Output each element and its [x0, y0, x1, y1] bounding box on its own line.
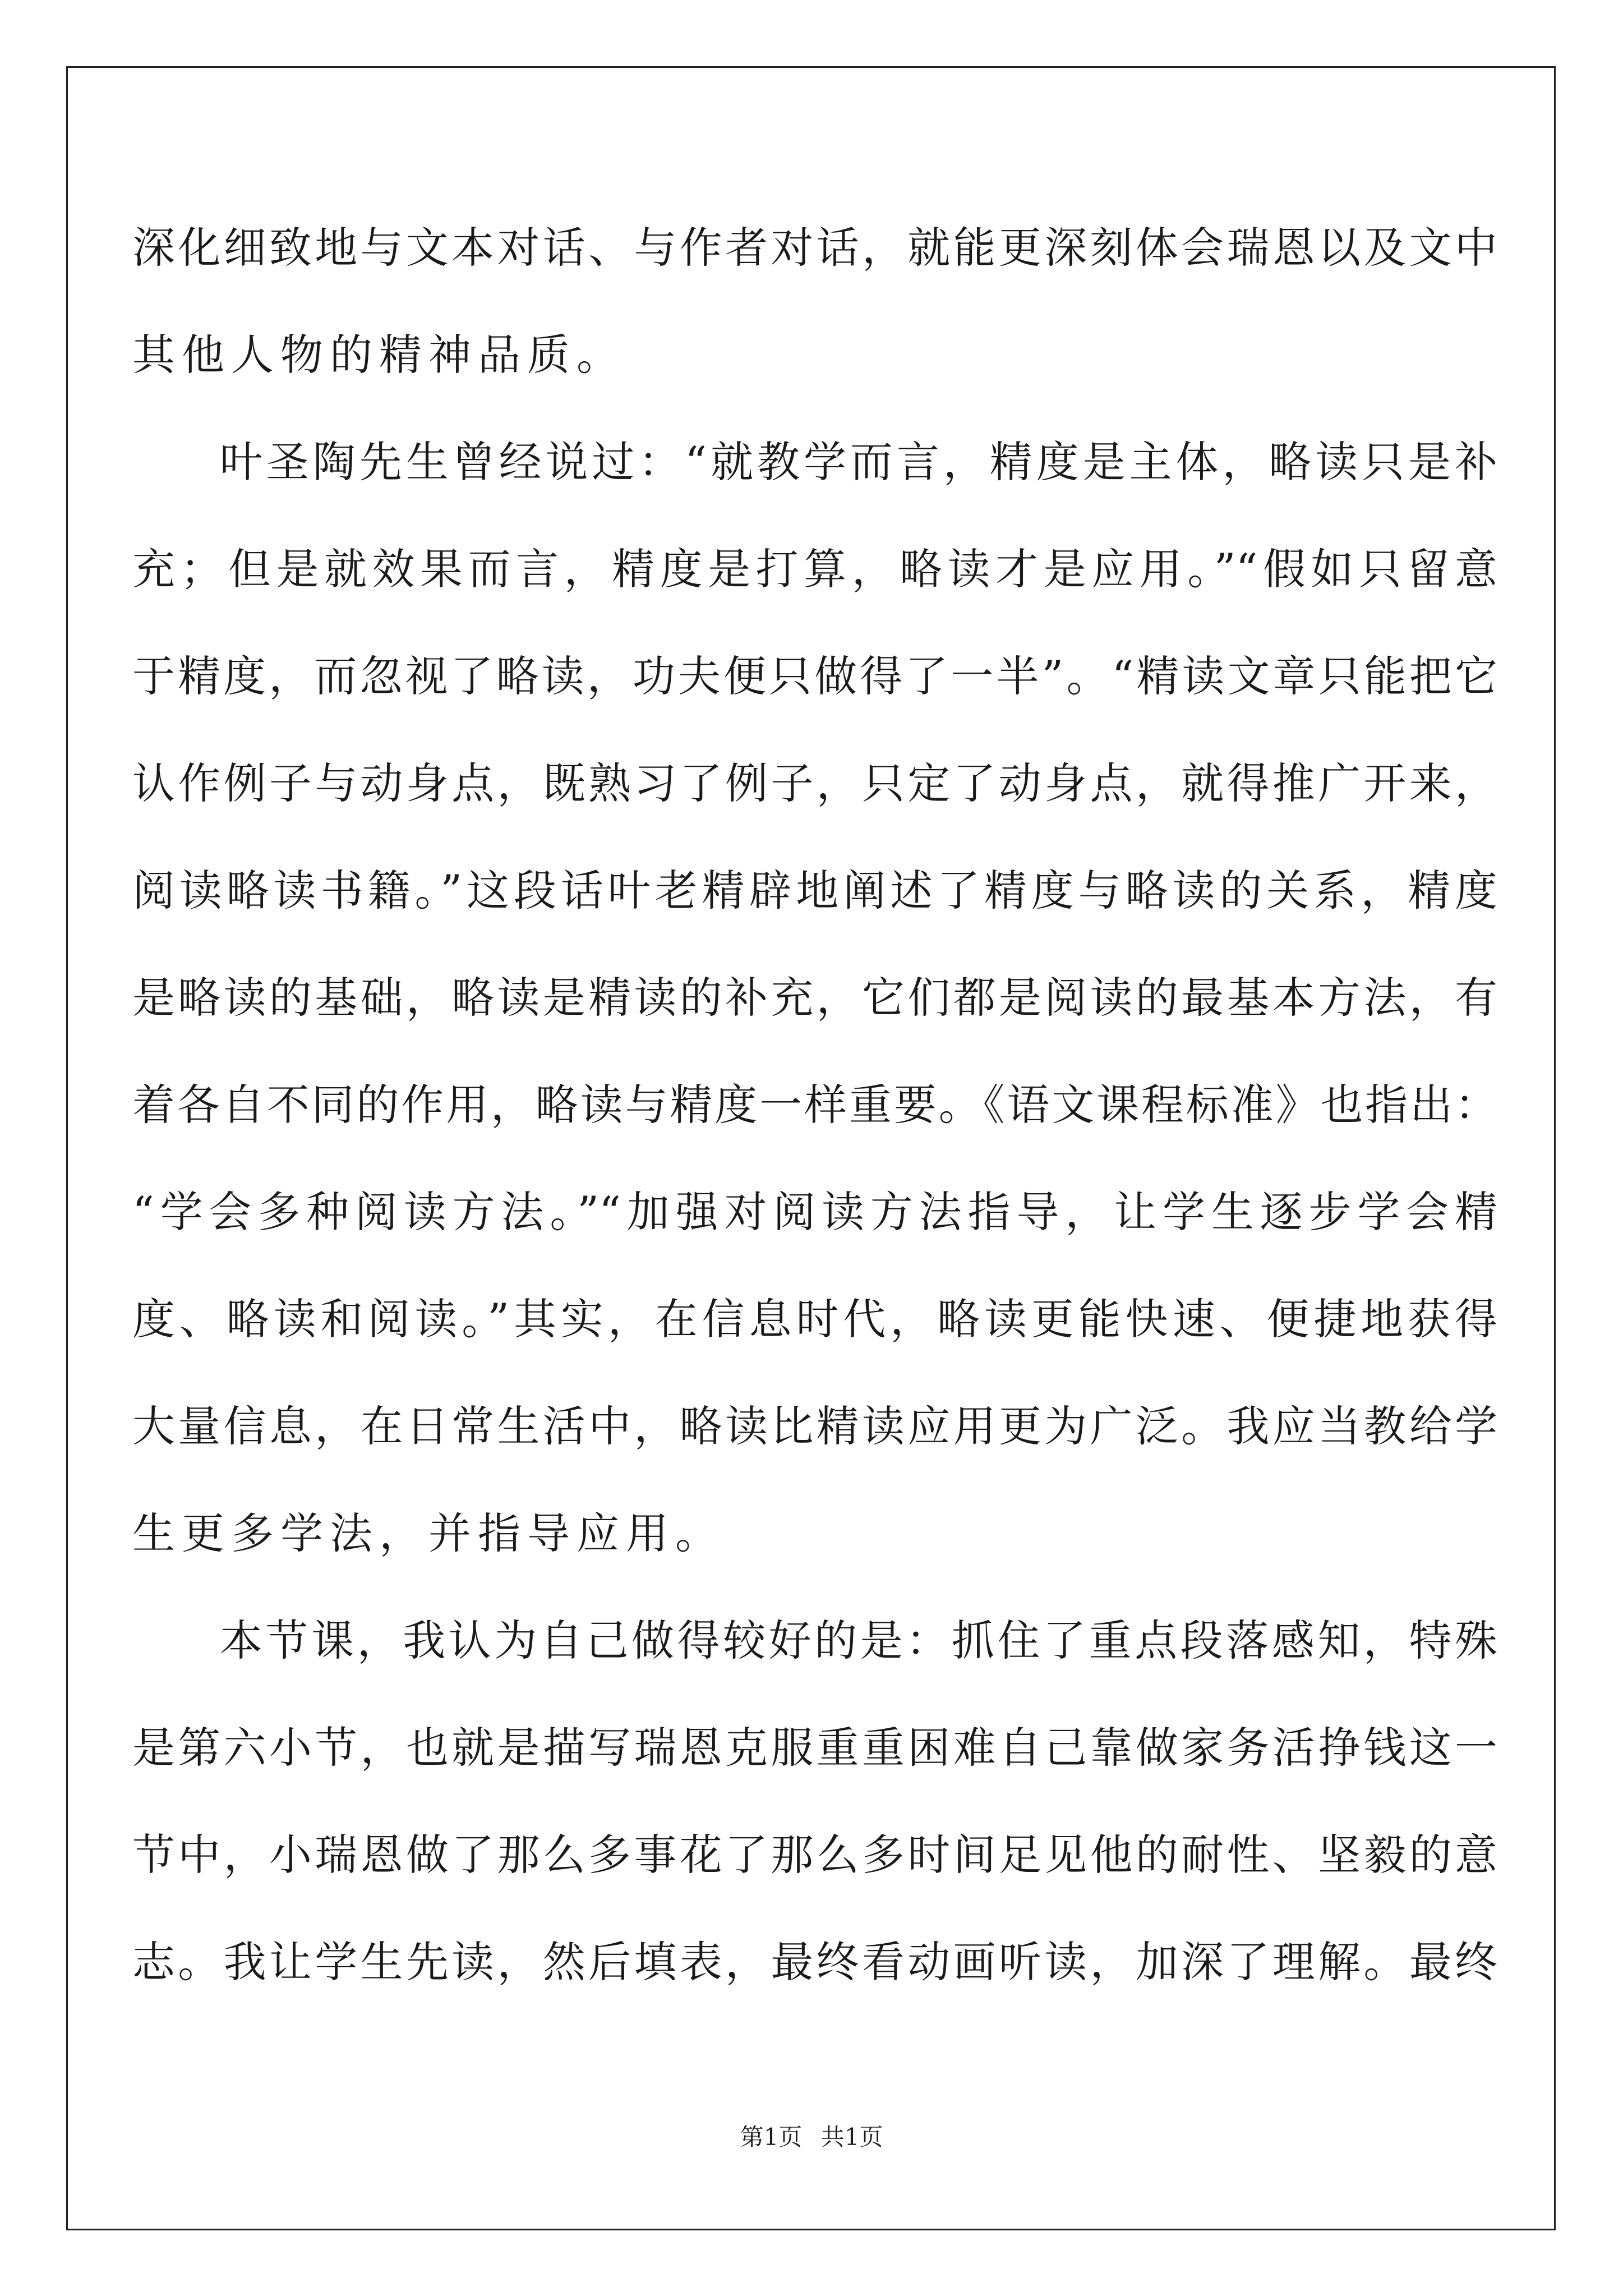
text-line: 大量信息，在日常生活中，略读比精读应用更为广泛。我应当教给学	[132, 1401, 1497, 1451]
text-line: 着各自不同的作用，略读与精度一样重要。《语文课程标准》也指出：	[132, 1080, 1497, 1130]
text-line: 是略读的基础，略读是精读的补充，它们都是阅读的最基本方法，有	[132, 973, 1497, 1023]
page-number-footer	[0, 2120, 1623, 2154]
text-line: 本节课，我认为自己做得较好的是：抓住了重点段落感知，特殊	[220, 1616, 1497, 1665]
current-page-number: 第1页	[740, 2123, 803, 2151]
text-line: 阅读略读书籍。”这段话叶老精辟地阐述了精度与略读的关系，精度	[132, 866, 1497, 915]
text-line: “学会多种阅读方法。”“加强对阅读方法指导，让学生逐步学会精	[132, 1187, 1497, 1237]
total-page-count: 共1页	[820, 2123, 883, 2151]
paragraph	[132, 1587, 1497, 2016]
text-line: 生更多学法，并指导应用。	[132, 1508, 725, 1558]
paragraph	[132, 194, 1497, 408]
text-line: 认作例子与动身点，既熟习了例子，只定了动身点，就得推广开来，	[132, 758, 1497, 808]
text-line: 深化细致地与文本对话、与作者对话，就能更深刻体会瑞恩以及文中	[132, 223, 1497, 273]
text-line: 志。我让学生先读，然后填表，最终看动画听读，加深了理解。最终	[132, 1937, 1497, 1987]
text-line: 度、略读和阅读。”其实，在信息时代，略读更能快速、便捷地获得	[132, 1294, 1497, 1344]
text-line: 节中，小瑞恩做了那么多事花了那么多时间足见他的耐性、坚毅的意	[132, 1830, 1497, 1880]
document-body	[132, 194, 1497, 2016]
text-line: 其他人物的精神品质。	[132, 330, 626, 380]
text-line: 是第六小节，也就是描写瑞恩克服重重困难自己靠做家务活挣钱这一	[132, 1723, 1497, 1773]
paragraph	[132, 408, 1497, 1587]
text-line: 于精度，而忽视了略读，功夫便只做得了一半”。“精读文章只能把它	[132, 651, 1497, 701]
text-line: 叶圣陶先生曾经说过：“就教学而言，精度是主体，略读只是补	[220, 437, 1497, 487]
text-line: 充；但是就效果而言，精度是打算，略读才是应用。”“假如只留意	[132, 544, 1497, 594]
